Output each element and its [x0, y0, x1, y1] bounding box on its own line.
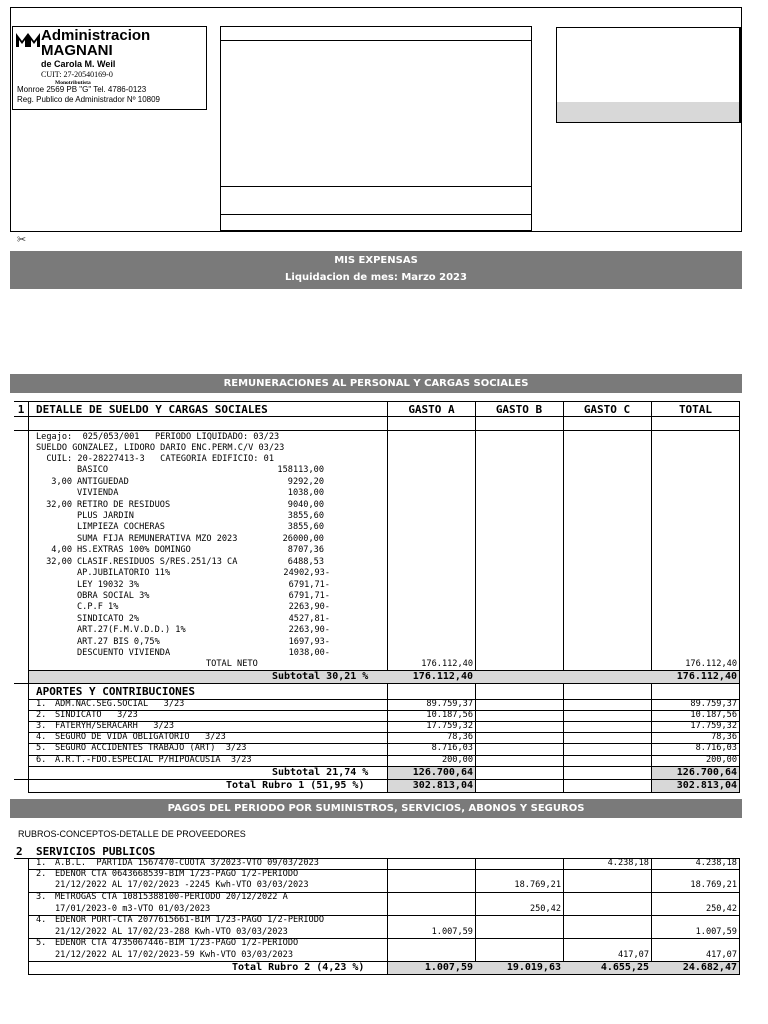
aporte-gasto-a: 17.759,32 [426, 721, 473, 731]
salary-line-amount: 6488,53 [287, 557, 324, 567]
aporte-num: 2. [36, 710, 47, 720]
unit-info-divider-top [220, 40, 532, 41]
service-line2: 17/01/2023-0 m3-VTO 01/03/2023 [55, 904, 211, 914]
aportes-title: APORTES Y CONTRIBUCIONES [36, 685, 195, 698]
s2-vline-d [651, 858, 652, 975]
payment-info-footer [557, 102, 739, 122]
salary-line-amount: 6791,71- [288, 580, 330, 590]
subtotal2-label: Subtotal 21,74 % [272, 767, 369, 778]
salary-line-amount: 1038,00 [287, 488, 324, 498]
aporte-num: 4. [36, 732, 47, 742]
service-gasto-c: 4.238,18 [607, 858, 649, 868]
salary-line-amount: 2263,90- [288, 625, 330, 635]
service-gasto-a: 1.007,59 [431, 927, 473, 937]
salary-line: CUIL: 20-28227413-3 CATEGORIA EDIFICIO: 01 [36, 454, 274, 464]
aporte-num: 1. [36, 699, 47, 709]
total-rubro2-gasto-a: 1.007,59 [424, 962, 473, 973]
subtotal2-top [28, 766, 740, 767]
service-line1: EDENOR PORT-CTA 2077615661-BIM 1/23-PAGO 1/2-PERIODO [55, 915, 325, 925]
salary-line-qty: 3,00 [51, 477, 72, 487]
aporte-num: 3. [36, 721, 47, 731]
total-rubro2-bottom [28, 974, 740, 975]
s1-vline-b [475, 401, 476, 793]
aporte-gasto-a: 89.759,37 [426, 699, 473, 709]
s1-vline-left [28, 401, 29, 793]
total-rubro1-bottom [28, 792, 740, 793]
total-rubro1-top [14, 779, 740, 780]
salary-line-label: RETIRO DE RESIDUOS [77, 500, 171, 510]
aporte-num: 6. [36, 755, 47, 765]
unit-info-box [220, 26, 532, 231]
service-num: 1. [36, 858, 47, 868]
company-box [12, 26, 207, 110]
service-total: 18.769,21 [690, 880, 737, 890]
unit-info-divider-low [220, 214, 532, 215]
company-cuit: CUIT: 27-20540169-0 [41, 70, 113, 79]
aporte-total: 89.759,37 [690, 699, 737, 709]
aporte-gasto-a: 200,00 [441, 755, 473, 765]
salary-line-label: C.P.F 1% [77, 602, 119, 612]
aporte-gasto-a: 78,36 [447, 732, 473, 742]
salary-line-label: BASICO [77, 465, 109, 475]
aporte-total: 17.759,32 [690, 721, 737, 731]
service-line2: 21/12/2022 AL 17/02/23-288 Kwh-VTO 03/03/2023 [55, 927, 288, 937]
salary-line-label: LEY 19032 3% [77, 580, 140, 590]
aporte-gasto-a: 8.716,03 [431, 743, 473, 753]
s2-vline-a [387, 858, 388, 975]
aporte-text: A.R.T.-FDO.ESPECIAL P/HIPOACUSIA 3/23 [55, 755, 252, 765]
aporte-total: 10.187,56 [690, 710, 737, 720]
aporte-text: SEGURO DE VIDA OBLIGATORIO 3/23 [55, 732, 226, 742]
unit-info-divider-mid [220, 186, 532, 187]
company-name-line1: Administracion [41, 27, 151, 44]
section2-band: PAGOS DEL PERIODO POR SUMINISTROS, SERVICIOS, ABONOS Y SEGUROS [10, 799, 742, 818]
salary-line-label: VIVIENDA [77, 488, 119, 498]
service-total: 1.007,59 [695, 927, 737, 937]
salary-line-amount: 1038,00- [288, 648, 330, 658]
col-gasto-b: GASTO B [495, 403, 543, 416]
col-gasto-a: GASTO A [408, 403, 455, 416]
section2-number: 2 [16, 845, 23, 858]
salary-line-amount: 24902,93- [283, 568, 330, 578]
s1-vline-a [387, 401, 388, 793]
service-num: 4. [36, 915, 47, 925]
section1-title: DETALLE DE SUELDO Y CARGAS SOCIALES [36, 403, 268, 416]
salary-line: SUELDO GONZALEZ, LIDORO DARIO ENC.PERM.C/V 03/23 [36, 443, 285, 453]
subtotal2-total: 126.700,64 [676, 767, 737, 778]
section1-band: REMUNERACIONES AL PERSONAL Y CARGAS SOCIALES [10, 374, 742, 393]
salary-line-amount: 9040,00 [287, 500, 324, 510]
aporte-text: ADM.NAC.SEG.SOCIAL 3/23 [55, 699, 185, 709]
service-gasto-b: 18.769,21 [514, 880, 561, 890]
s2-vline-right [739, 858, 740, 975]
salary-line-label: ANTIGUEDAD [77, 477, 129, 487]
salary-line-amount: 1697,93- [288, 637, 330, 647]
salary-line-amount: 26000,00 [282, 534, 324, 544]
salary-line-label: HS.EXTRAS 100% DOMINGO [77, 545, 191, 555]
service-total: 417,07 [705, 950, 737, 960]
service-gasto-c: 417,07 [617, 950, 649, 960]
total-rubro2-gasto-c: 4.655,25 [600, 962, 649, 973]
salary-line-amount: 6791,71- [288, 591, 330, 601]
salary-line-amount: 9292,20 [287, 477, 324, 487]
aporte-num: 5. [36, 743, 47, 753]
service-line1: EDENOR CTA 4735067446-BIM 1/23-PAGO 1/2-PERIODO [55, 938, 299, 948]
aporte-total: 78,36 [711, 732, 737, 742]
salary-line-qty: 4,00 [51, 545, 72, 555]
total-rubro2-total: 24.682,47 [682, 962, 737, 973]
total-neto-gasto-a: 176.112,40 [421, 659, 473, 669]
aporte-text: SINDICATO 3/23 [55, 710, 138, 720]
subtotal1-gasto-a: 176.112,40 [412, 671, 473, 682]
service-total: 250,42 [705, 904, 737, 914]
salary-line-amount: 3855,60 [287, 511, 324, 521]
s2-vline-c [563, 858, 564, 975]
total-neto-label: TOTAL NETO [206, 659, 258, 669]
scissors-icon: ✂ [17, 233, 27, 246]
total-neto-total: 176.112,40 [685, 659, 737, 669]
service-line1: EDENOR CTA 0643668539-BIM 1/23-PAGO 1/2-PERIODO [55, 869, 299, 879]
s2-vline-left [28, 858, 29, 975]
salary-line: Legajo: 025/053/001 PERIODO LIQUIDADO: 03/23 [36, 432, 280, 442]
salary-line-amount: 4527,81- [288, 614, 330, 624]
s2-vline-b [475, 858, 476, 975]
aporte-total: 200,00 [705, 755, 737, 765]
section1-number: 1 [17, 403, 25, 416]
salary-line-label: ART.27(F.M.V.D.D.) 1% [77, 625, 186, 635]
s1-vline-c [563, 401, 564, 793]
s1-vline-d [651, 401, 652, 793]
s1-header-top [14, 401, 740, 402]
salary-line-label: DESCUENTO VIVIENDA [77, 648, 171, 658]
salary-line-label: SINDICATO 2% [77, 614, 140, 624]
s1-grid-top [14, 430, 740, 431]
total-rubro1-gasto-a: 302.813,04 [412, 780, 473, 791]
subtotal1-total: 176.112,40 [676, 671, 737, 682]
section2-title: SERVICIOS PUBLICOS [36, 845, 156, 858]
total-rubro2-label: Total Rubro 2 (4,23 %) [232, 962, 365, 973]
salary-line-amount: 3855,60 [287, 522, 324, 532]
salary-line-label: OBRA SOCIAL 3% [77, 591, 150, 601]
salary-line-label: AP.JUBILATORIO 11% [77, 568, 171, 578]
salary-line-label: LIMPIEZA COCHERAS [77, 522, 165, 532]
total-rubro2-gasto-b: 19.019,63 [506, 962, 561, 973]
subtotal1-shade [29, 671, 739, 683]
company-address: Monroe 2569 PB "G" Tel. 4786-0123 [17, 85, 147, 94]
service-num: 2. [36, 869, 47, 879]
s1-header-bottom [14, 416, 740, 417]
salary-line-amount: 158113,00 [277, 465, 324, 475]
salary-line-amount: 2263,90- [288, 602, 330, 612]
section2-caption: RUBROS-CONCEPTOS-DETALLE DE PROVEEDORES [18, 829, 246, 839]
salary-line-label: PLUS JARDIN [77, 511, 134, 521]
salary-line-qty: 32,00 [46, 500, 72, 510]
total-rubro1-total: 302.813,04 [676, 780, 737, 791]
service-gasto-b: 250,42 [529, 904, 561, 914]
aporte-text: FATERYH/SERACARH 3/23 [55, 721, 174, 731]
col-gasto-c: GASTO C [583, 403, 631, 416]
liquidation-band [10, 251, 742, 289]
aporte-text: SEGURO ACCIDENTES TRABAJO (ART) 3/23 [55, 743, 247, 753]
service-line1: A.B.L. PARTIDA 1567470-CUOTA 3/2023-VTO 09/03/2023 [55, 858, 319, 868]
company-name-line2: MAGNANI [41, 42, 113, 59]
salary-line-label: CLASIF.RESIDUOS S/RES.251/13 CA [77, 557, 238, 567]
subtotal1-label: Subtotal 30,21 % [272, 671, 369, 682]
s1-vline-right [739, 401, 740, 793]
service-line1: METROGAS CTA 10815388100-PERIODO 20/12/2022 A [55, 892, 288, 902]
subtotal2-gasto-a: 126.700,64 [412, 767, 473, 778]
aporte-gasto-a: 10.187,56 [426, 710, 473, 720]
service-line2: 21/12/2022 AL 17/02/2023-59 Kwh-VTO 03/03/2023 [55, 950, 293, 960]
salary-line-qty: 32,00 [46, 557, 72, 567]
company-logo-icon [16, 31, 40, 47]
subtotal1-bottom [14, 683, 740, 684]
total-rubro1-label: Total Rubro 1 (51,95 %) [226, 780, 365, 791]
liquidation-subtitle: Liquidacion de mes: Marzo 2023 [285, 272, 467, 283]
service-num: 5. [36, 938, 47, 948]
liquidation-title: MIS EXPENSAS [334, 255, 418, 266]
col-total: TOTAL [678, 403, 713, 416]
service-total: 4.238,18 [695, 858, 737, 868]
salary-line-amount: 8707,36 [287, 545, 324, 555]
salary-line-label: ART.27 BIS 0,75% [77, 637, 160, 647]
service-num: 3. [36, 892, 47, 902]
company-registry: Reg. Publico de Administrador Nº 10809 [17, 95, 161, 104]
salary-line-label: SUMA FIJA REMUNERATIVA MZO 2023 [77, 534, 238, 544]
company-owner: de Carola M. Weil [41, 59, 116, 69]
service-line2: 21/12/2022 AL 17/02/2023 -2245 Kwh-VTO 03/03/2023 [55, 880, 309, 890]
company-tax-status: Monotributista [55, 80, 91, 86]
aporte-total: 8.716,03 [695, 743, 737, 753]
